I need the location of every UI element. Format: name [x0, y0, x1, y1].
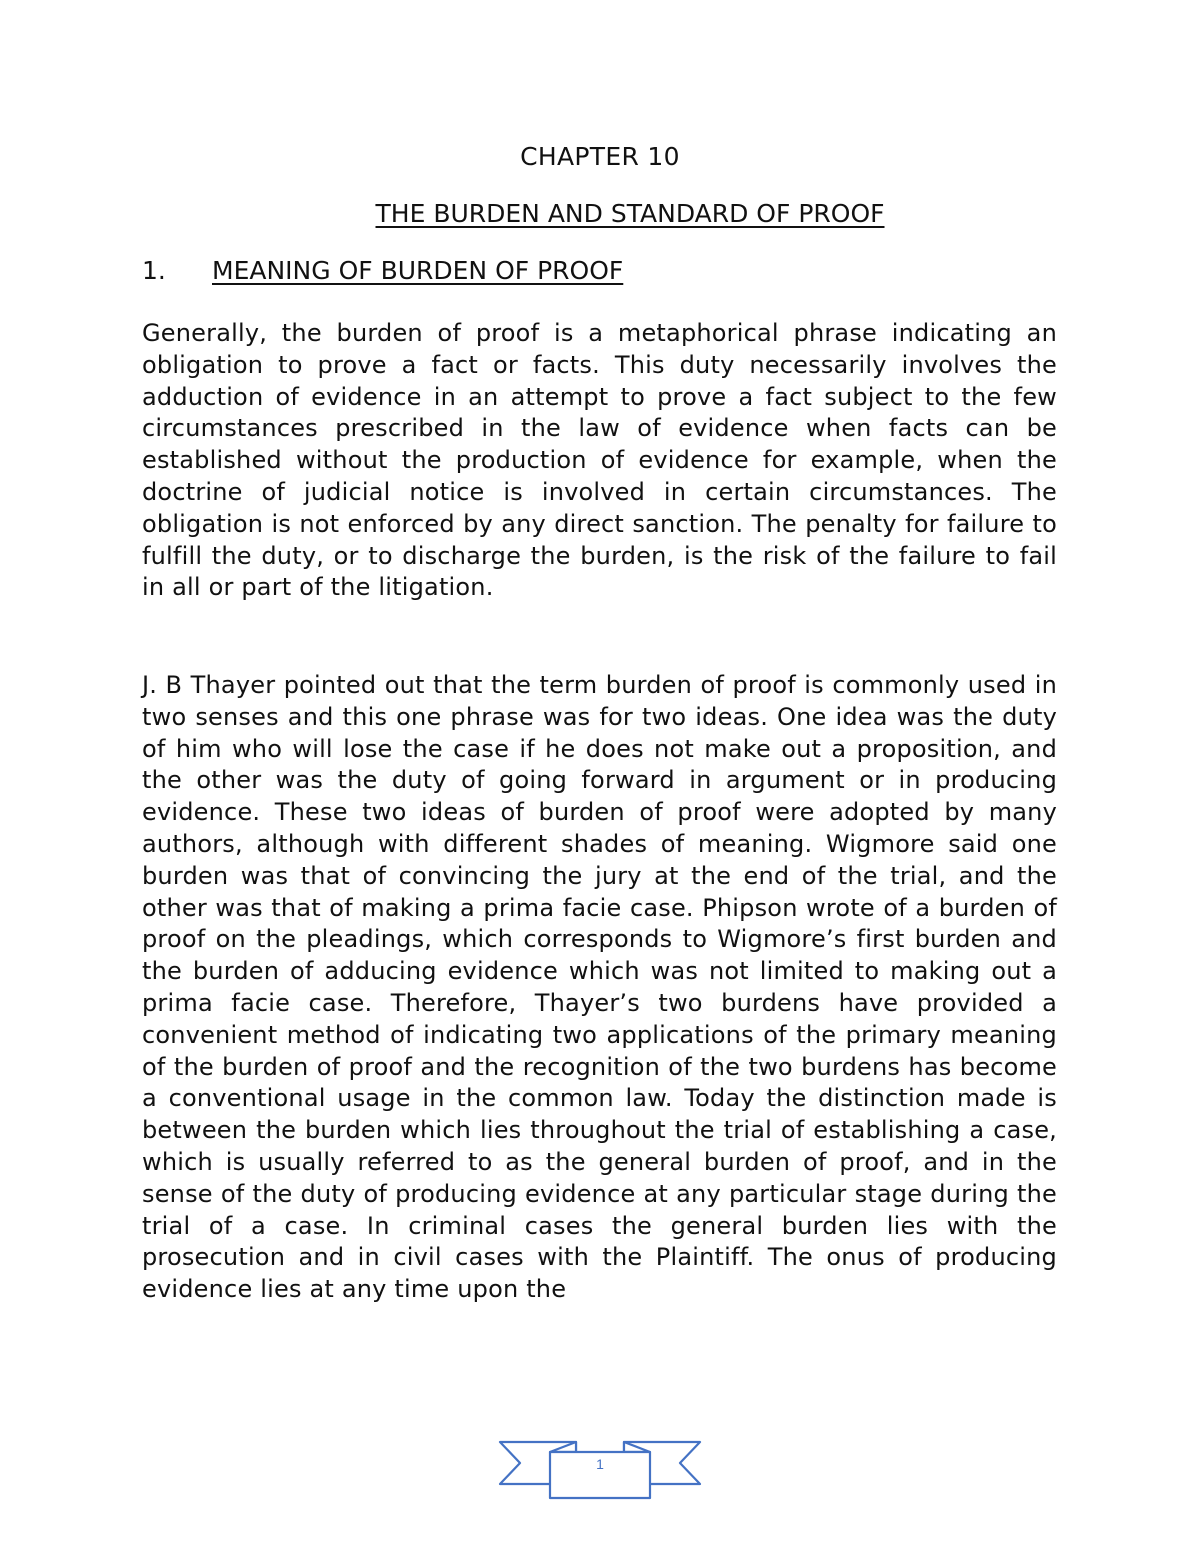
- section-heading-text: MEANING OF BURDEN OF PROOF: [212, 256, 624, 285]
- section-heading: [142, 254, 623, 288]
- chapter-label: CHAPTER 10: [520, 142, 680, 171]
- section-number: 1.: [142, 256, 166, 285]
- paragraph-2: J. B Thayer pointed out that the term burden of proof is commonly used in two senses and this one phrase was for two ideas. One idea was the duty of him who will lose the case if he does not make out a proposition, and the other was the duty of going forward in argument or in producing evidence. These two ideas of burden of proof were adopted by many authors, although with different shades of meaning. Wigmore said one burden was that of convincing the jury at the end of the trial, and the other was that of making a prima facie case. Phipson wrote of a burden of proof on the pleadings, which corresponds to Wigmore’s first burden and the burden of adducing evidence which was not limited to making out a prima facie case. Therefore, Thayer’s two burdens have provided a convenient method of indicating two applications of the primary meaning of the burden of proof and the recognition of the two burdens has become a conventional usage in the common law. Today the distinction made is between the burden which lies throughout the trial of establishing a case, which is usually referred to as the general burden of proof, and in the sense of the duty of producing evidence at any particular stage during the trial of a case. In criminal cases the general burden lies with the prosecution and in civil cases with the Plaintiff. The onus of producing evidence lies at any time upon the: [142, 671, 1057, 1304]
- paragraph-1: Generally, the burden of proof is a metaphorical phrase indicating an obligation to prove a fact or facts. This duty necessarily involves the adduction of evidence in an attempt to prove a fact subject to the few circumstances prescribed in the law of evidence when facts can be established without the production of evidence for example, when the doctrine of judicial notice is involved in certain circumstances. The obligation is not enforced by any direct sanction. The penalty for failure to fulfill the duty, or to discharge the burden, is the risk of the failure to fail in all or part of the litigation.: [142, 319, 1057, 602]
- chapter-title: THE BURDEN AND STANDARD OF PROOF: [375, 199, 885, 228]
- page-number: 1: [596, 1456, 604, 1472]
